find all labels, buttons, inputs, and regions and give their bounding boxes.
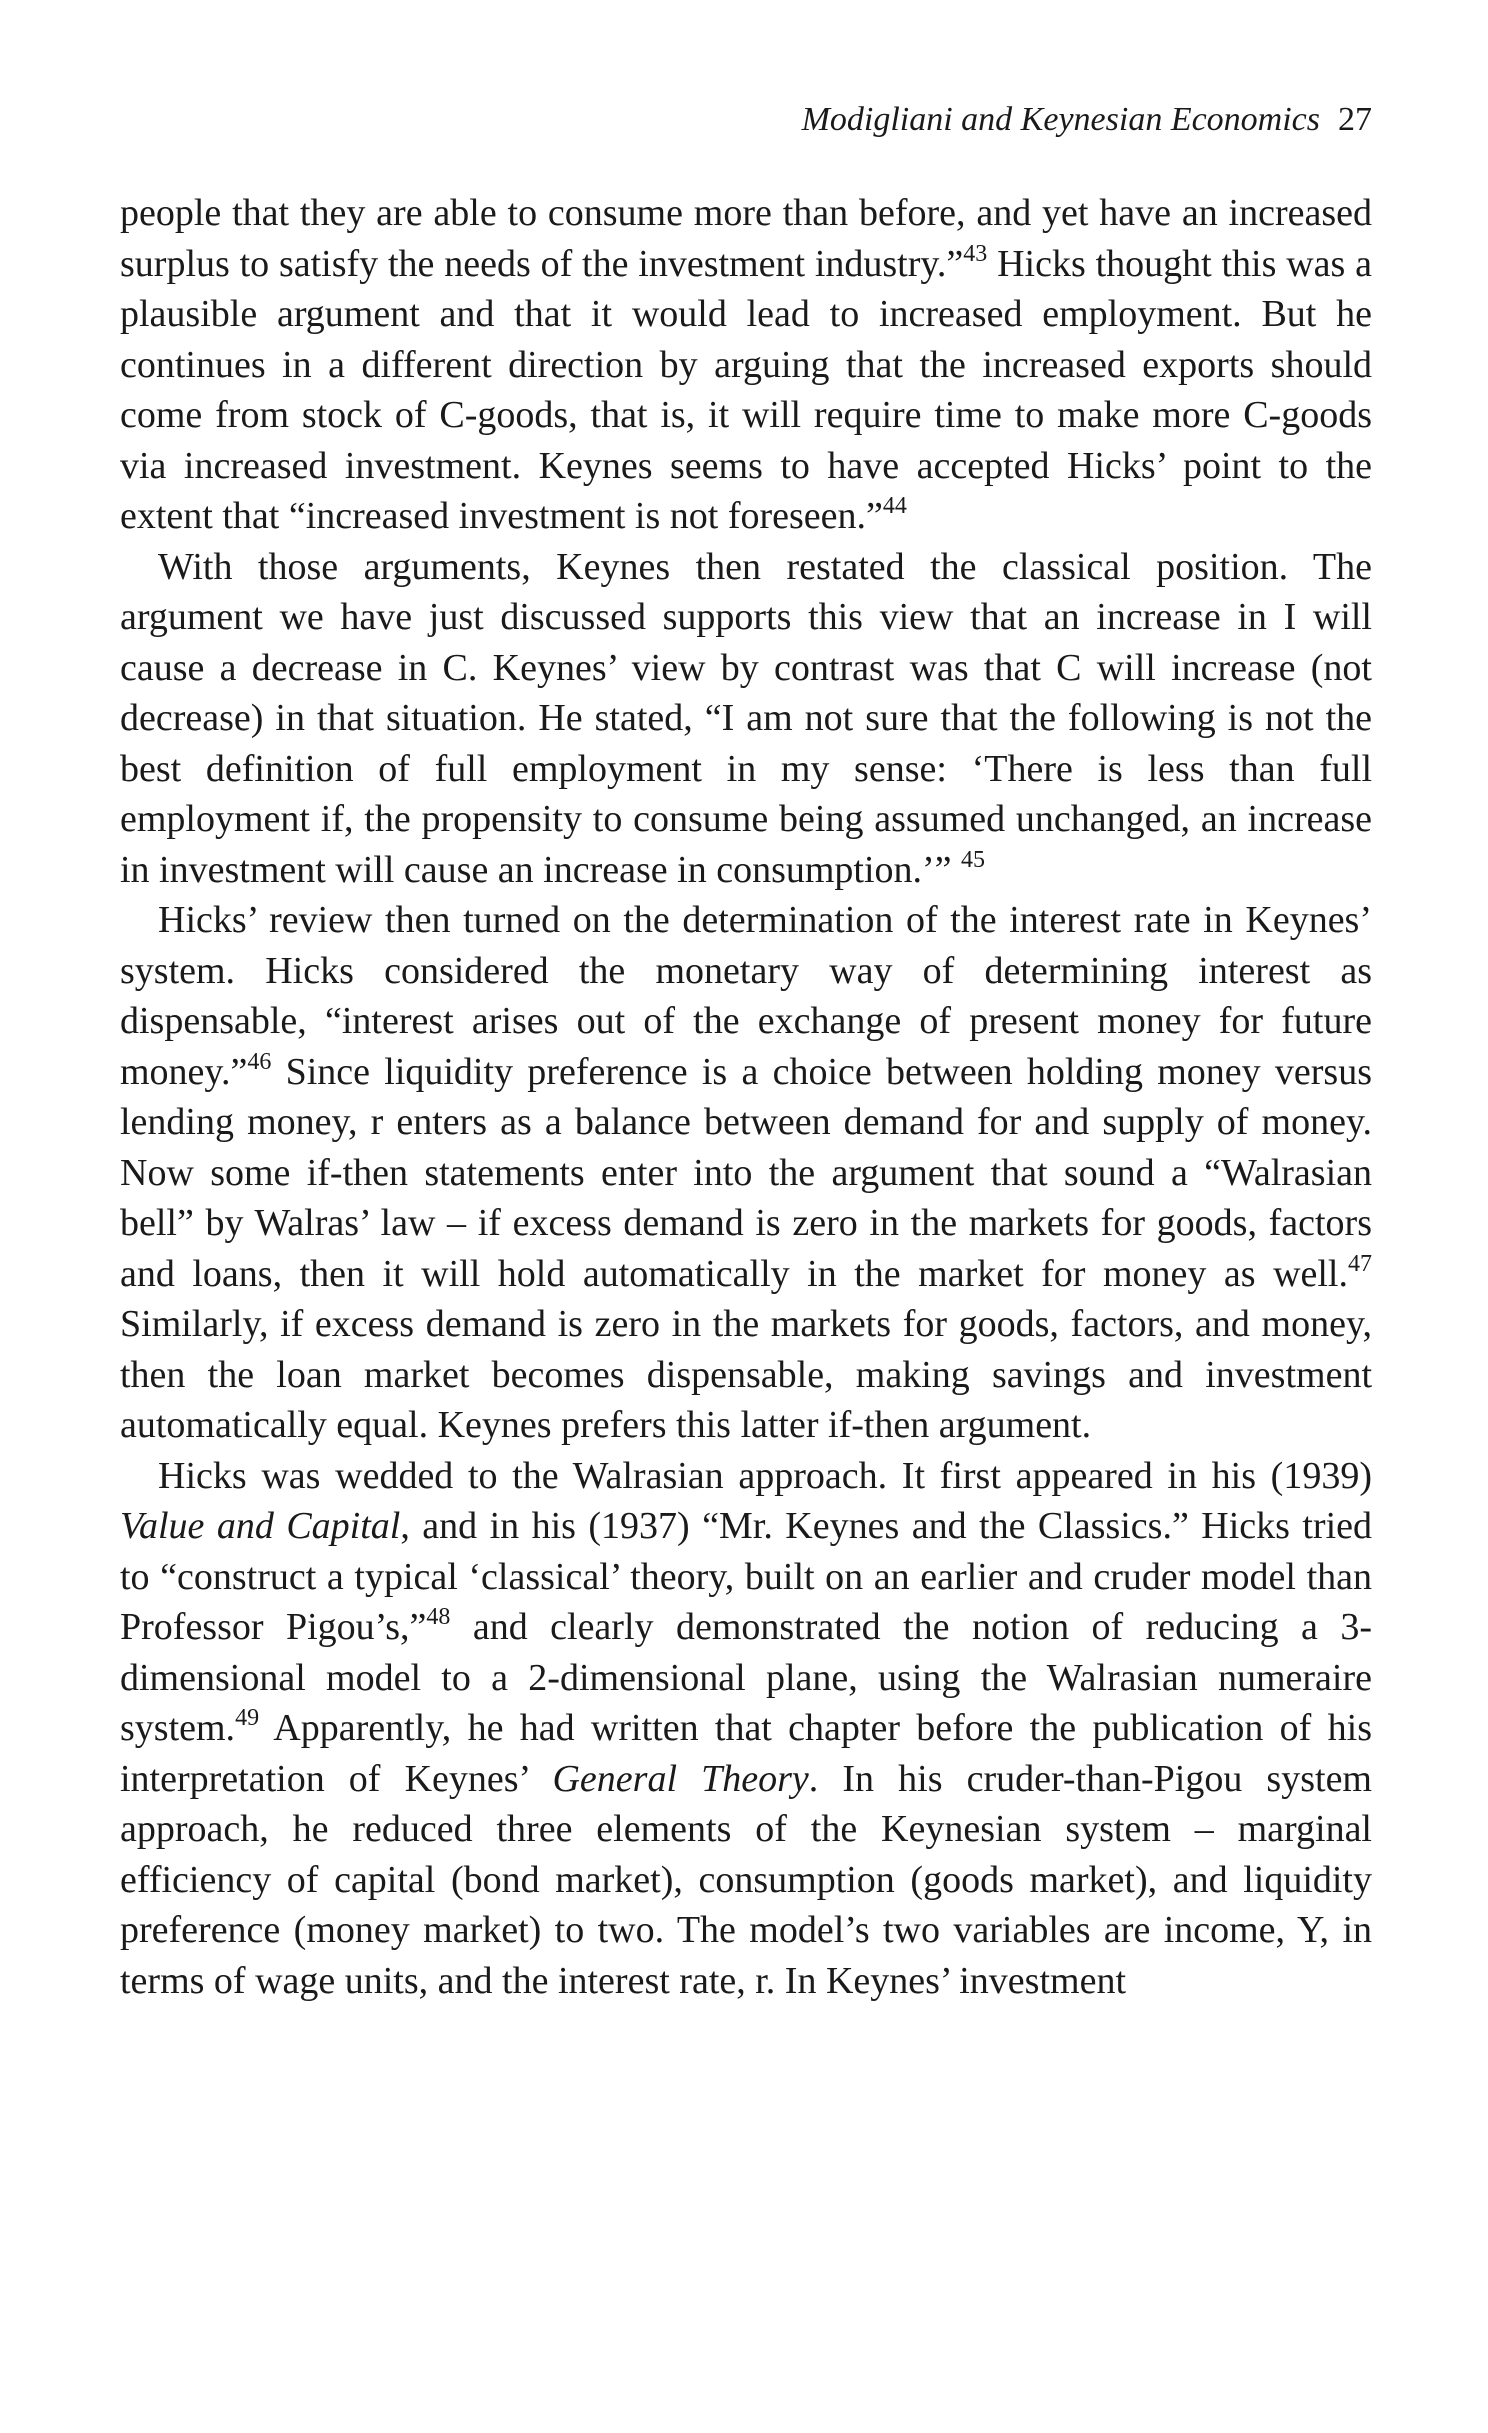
running-head xyxy=(120,100,1372,140)
footnote-ref: 43 xyxy=(963,240,988,267)
footnote-ref: 48 xyxy=(426,1604,451,1630)
text-run: With those arguments, Keynes then restated the classical position. The argument we have just discussed supports this view that an increase in I will cause a decrease in C. Keynes’ view by contrast was that C will increase (not decrease) in that situation. He stated, “I am not sure that the following is not the best definition of full employment in my sense: ‘There is less than full employment if, the propensity to consume being assumed unchanged, an increase in investment will cause an increase in consumption.’” xyxy=(120,545,1372,891)
text-run: and clearly demonstrated the notion of reducing a 3-dimensional model to a 2-dimensional plane, using the Walrasian numeraire system. xyxy=(120,1606,1372,1749)
text-run: Similarly, if excess demand is zero in the markets for goods, factors, and money, then the loan market becomes dispensable, making savings and investment automatically equal. Keynes prefers this latter if-then argument. xyxy=(120,1303,1372,1446)
footnote-ref: 46 xyxy=(247,1048,272,1075)
book-page xyxy=(120,100,1372,2006)
paragraph xyxy=(120,542,1372,896)
footnote-ref: 47 xyxy=(1348,1250,1372,1277)
paragraph xyxy=(120,1451,1372,2007)
footnote-ref: 45 xyxy=(961,846,986,873)
paragraph xyxy=(120,895,1372,1451)
paragraph xyxy=(120,188,1372,542)
running-head-title: Modigliani and Keynesian Economics xyxy=(801,101,1320,138)
text-run: . In his cruder-than-Pigou system approach, he reduced three elements of the Keynesian system – marginal efficiency of capital (bond market), consumption (goods market), and liquidity preference (money market) to two. The model’s two variables are income, Y, in terms of wage units, and the interest rate, r. In Keynes’ investment xyxy=(120,1757,1372,2002)
text-run: people that they are able to consume more than before, and yet have an increased surplus to satisfy the needs of the investment industry.” xyxy=(120,192,1372,285)
book-title: General Theory xyxy=(552,1757,809,1800)
book-title: Value and Capital xyxy=(120,1505,401,1547)
text-run: , and in his (1937) “Mr. Keynes and the Classics.” Hicks tried to “construct a typical ‘classical’ theory, built on an earlier and cruder model than Professor Pigou’s,” xyxy=(120,1505,1372,1648)
footnote-ref: 49 xyxy=(235,1705,260,1731)
text-run: Since liquidity preference is a choice between holding money versus lending money, r enters as a balance between demand for and supply of money. Now some if-then statements enter into the argument that sound a “Walrasian bell” by Walras’ law – if excess demand is zero in the markets for goods, factors and loans, then it will hold automatically in the market for money as well. xyxy=(120,1050,1372,1295)
footnote-ref: 44 xyxy=(882,493,907,519)
text-run: Apparently, he had written that chapter before the publication of his interpretation of Keynes’ xyxy=(120,1707,1372,1800)
page-number: 27 xyxy=(1338,101,1372,138)
text-run: Hicks thought this was a plausible argument and that it would lead to increased employment. But he continues in a different direction by arguing that the increased exports should come from stock of C-goods, that is, it will require time to make more C-goods via increased investment. Keynes seems to have accepted Hicks’ point to the extent that “increased investment is not foreseen.” xyxy=(120,242,1372,537)
text-run: Hicks was wedded to the Walrasian approach. It first appeared in his (1939) xyxy=(158,1454,1372,1497)
body-text xyxy=(120,188,1372,2006)
text-run: Hicks’ review then turned on the determination of the interest rate in Keynes’ system. Hicks considered the monetary way of determining interest as dispensable, “interest arises out of the exchange of present money for future money.” xyxy=(120,899,1372,1093)
